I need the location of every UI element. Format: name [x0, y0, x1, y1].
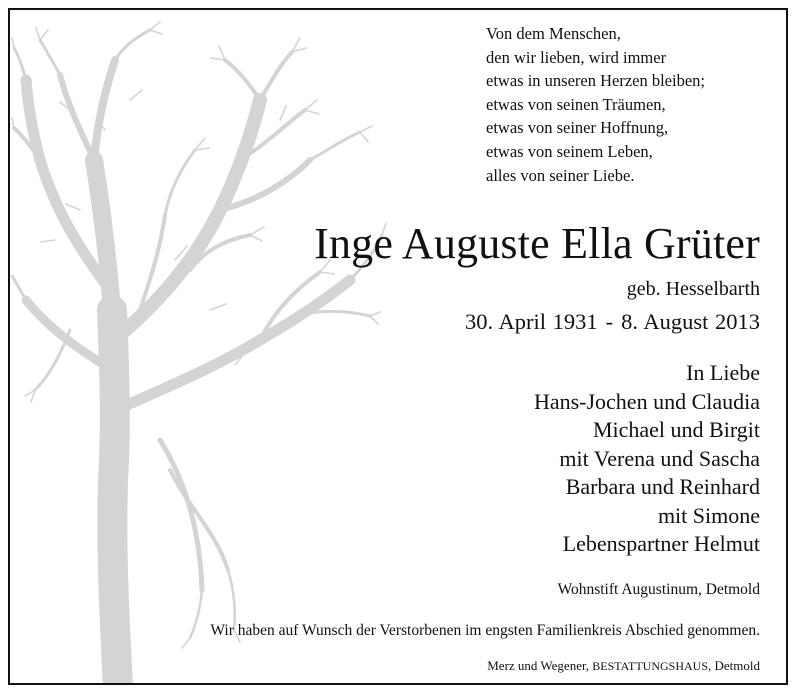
poem-line: etwas in unseren Herzen bleiben;	[486, 71, 705, 91]
life-dates	[465, 307, 760, 337]
poem-line: den wir lieben, wird immer	[486, 47, 667, 67]
mourners-line: In Liebe	[686, 360, 760, 385]
date-separator: -	[605, 309, 614, 334]
funeral-home-suffix: , Detmold	[708, 658, 760, 673]
birth-date: 30. April 1931	[464, 309, 598, 334]
death-date: 8. August 2013	[621, 309, 760, 334]
funeral-home-name: BESTATTUNGSHAUS	[592, 659, 708, 673]
mourners-line: Hans-Jochen und Claudia	[533, 388, 760, 414]
funeral-home-credit	[487, 657, 760, 675]
birth-name: geb. Hesselbarth	[626, 278, 760, 300]
deceased-name: Inge Auguste Ella Grüter	[314, 219, 760, 268]
mourners-line: mit Verena und Sascha	[559, 445, 760, 471]
tree-silhouette-illustration	[10, 10, 390, 685]
obituary-frame	[8, 8, 788, 685]
mourners-line: Michael und Birgit	[592, 417, 760, 442]
poem-line: Von dem Menschen,	[486, 24, 621, 43]
mourners-list	[360, 359, 760, 559]
mourners-line: mit Simone	[657, 502, 760, 528]
farewell-notice: Wir haben auf Wunsch der Verstorbenen im engsten Familienkreis Abschied genommen.	[210, 622, 760, 639]
mourners-line: Barbara und Reinhard	[565, 474, 760, 499]
memorial-poem	[486, 22, 786, 187]
poem-line: etwas von seiner Hoffnung,	[486, 118, 669, 138]
poem-line: etwas von seinen Träumen,	[486, 94, 666, 114]
funeral-home-prefix: Merz und Wegener,	[487, 658, 590, 673]
residence-location: Wohnstift Augustinum, Detmold	[557, 581, 760, 598]
mourners-line: Lebenspartner Helmut	[562, 531, 760, 556]
poem-line: etwas von seinem Leben,	[486, 141, 653, 161]
poem-line: alles von seiner Liebe.	[486, 165, 635, 185]
